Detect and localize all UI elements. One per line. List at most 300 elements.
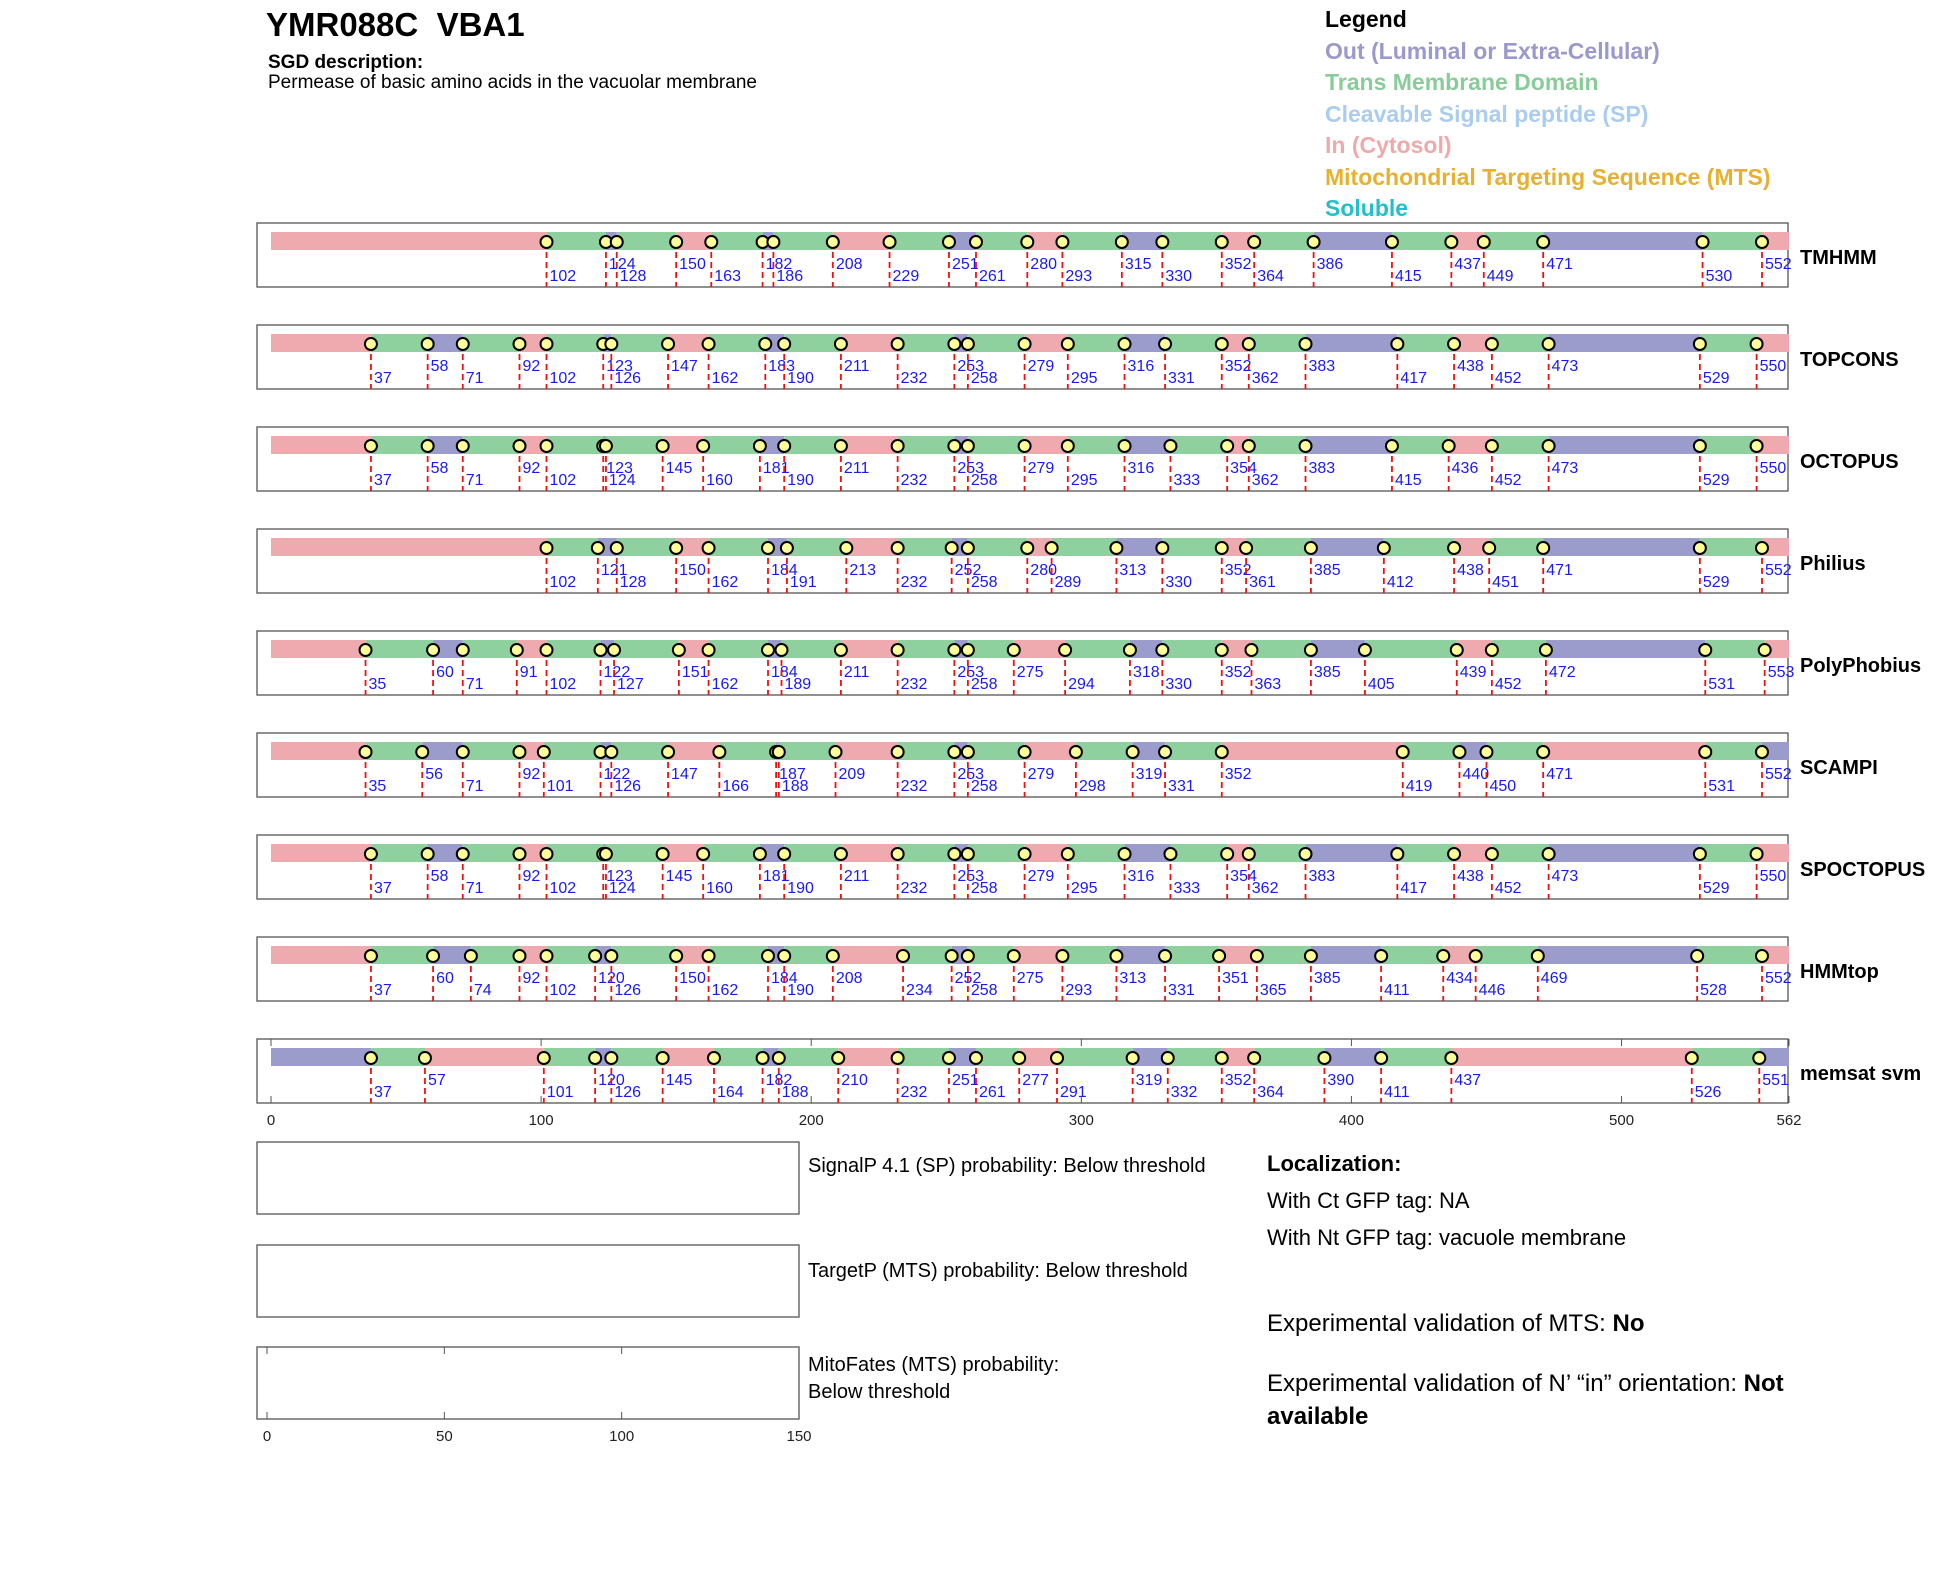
boundary-marker [835,644,847,656]
boundary-marker [1543,440,1555,452]
mts-validation [1267,1307,1847,1340]
boundary-marker [1164,440,1176,452]
boundary-marker [962,440,974,452]
boundary-marker [1248,1052,1260,1064]
boundary-label: 471 [1546,562,1573,579]
boundary-label: 181 [762,460,790,477]
boundary-marker [365,440,377,452]
legend-item-sp: Cleavable Signal peptide (SP) [1325,100,1649,127]
segment-M [614,640,679,658]
legend-item-out: Out (Luminal or Extra-Cellular) [1325,37,1660,64]
boundary-marker [1013,1052,1025,1064]
boundary-label: 293 [1065,982,1093,999]
segment-I [838,1048,897,1066]
boundary-label: 446 [1478,982,1506,999]
boundary-marker [457,848,469,860]
boundary-marker [608,644,620,656]
segment-M [968,334,1025,352]
segment-M [547,232,606,250]
boundary-marker [513,950,525,962]
boundary-label: 71 [465,880,484,897]
segment-M [709,946,768,964]
boundary-label: 330 [1165,268,1193,285]
boundary-label: 232 [900,370,928,387]
boundary-marker [1251,950,1263,962]
legend-title: Legend [1325,6,1407,32]
boundary-marker [762,644,774,656]
boundary-marker [457,644,469,656]
segment-M [606,436,663,454]
boundary-marker [767,236,779,248]
segment-M [1065,640,1130,658]
segment-M [1476,946,1538,964]
boundary-label: 419 [1405,778,1433,795]
boundary-marker [946,542,958,554]
boundary-marker [1751,440,1763,452]
boundary-marker [1756,542,1768,554]
boundary-marker [1699,746,1711,758]
boundary-label: 208 [835,256,863,273]
boundary-marker [1543,848,1555,860]
boundary-label: 71 [465,472,484,489]
segment-M [371,946,433,964]
boundary-label: 71 [465,778,484,795]
x-axis-tick-label: 500 [1609,1112,1635,1129]
boundary-label: 150 [679,256,706,273]
segment-M [617,538,676,556]
boundary-marker [1062,848,1074,860]
segment-O [1116,946,1165,964]
boundary-label: 258 [970,472,998,489]
boundary-marker [762,950,774,962]
boundary-marker [1694,440,1706,452]
boundary-label: 529 [1702,880,1730,897]
boundary-marker [1119,338,1131,350]
boundary-label: 530 [1705,268,1733,285]
segment-M [547,640,601,658]
boundary-marker [757,1052,769,1064]
boundary-marker [948,338,960,350]
boundary-marker [1159,950,1171,962]
boundary-label: 190 [787,880,814,897]
boundary-marker [1221,848,1233,860]
boundary-label: 473 [1551,868,1579,885]
track-name: OCTOPUS [1800,451,1899,473]
boundary-label: 234 [906,982,933,999]
boundary-label: 552 [1764,766,1792,783]
segment-I [271,334,371,352]
boundary-label: 412 [1386,574,1414,591]
boundary-label: 60 [436,664,454,681]
segment-O [1314,232,1392,250]
boundary-label: 124 [608,880,636,897]
segment-I [663,1048,714,1066]
boundary-marker [541,950,553,962]
boundary-label: 210 [841,1072,868,1089]
boundary-marker [1451,644,1463,656]
boundary-marker [892,542,904,554]
boundary-label: 330 [1165,676,1193,693]
boundary-marker [943,236,955,248]
boundary-marker [538,746,550,758]
boundary-marker [1694,542,1706,554]
boundary-label: 123 [606,868,633,885]
segment-M [547,946,596,964]
boundary-marker [457,440,469,452]
segment-M [1381,946,1443,964]
boundary-label: 101 [546,778,574,795]
segment-M [898,742,955,760]
segment-I [1451,1048,1691,1066]
boundary-marker [892,746,904,758]
boundary-label: 275 [1016,664,1044,681]
boundary-label: 415 [1394,268,1422,285]
segment-M [1705,742,1762,760]
boundary-label: 127 [617,676,644,693]
boundary-marker [1751,338,1763,350]
boundary-marker [962,848,974,860]
boundary-marker [948,644,960,656]
boundary-label: 147 [671,766,698,783]
boundary-label: 473 [1551,358,1579,375]
boundary-marker [970,236,982,248]
boundary-label: 279 [1027,868,1055,885]
boundary-marker [1062,338,1074,350]
boundary-marker [1216,236,1228,248]
boundary-marker [781,542,793,554]
segment-M [463,844,520,862]
boundary-label: 124 [608,472,636,489]
boundary-label: 471 [1546,766,1573,783]
boundary-marker [778,338,790,350]
segment-M [366,742,423,760]
boundary-label: 293 [1065,268,1093,285]
boundary-label: 472 [1548,664,1576,681]
boundary-label: 385 [1313,664,1341,681]
segment-M [773,232,832,250]
segment-M [898,1048,949,1066]
segment-M [1165,334,1222,352]
segment-M [1162,640,1221,658]
boundary-marker [1397,746,1409,758]
boundary-label: 526 [1694,1084,1722,1101]
segment-M [1392,232,1451,250]
segment-M [1170,844,1227,862]
boundary-label: 383 [1308,358,1336,375]
segment-M [968,844,1025,862]
boundary-label: 405 [1367,676,1395,693]
boundary-label: 163 [714,268,741,285]
boundary-marker [778,440,790,452]
x-axis-tick-label: 200 [798,1112,824,1129]
boundary-marker [662,338,674,350]
boundary-label: 438 [1457,358,1484,375]
prob-axis-tick-label: 50 [435,1428,453,1445]
boundary-label: 209 [838,766,866,783]
boundary-marker [1019,848,1031,860]
segment-M [1365,640,1457,658]
boundary-marker [670,950,682,962]
boundary-marker [1156,236,1168,248]
boundary-label: 258 [970,676,998,693]
segment-M [1165,946,1219,964]
boundary-marker [1478,236,1490,248]
boundary-marker [1156,644,1168,656]
segment-M [1052,538,1117,556]
boundary-label: 92 [522,868,541,885]
localization-title: Localization: [1267,1151,1402,1176]
boundary-marker [1305,542,1317,554]
boundary-marker [1686,1052,1698,1064]
boundary-label: 331 [1168,982,1195,999]
boundary-label: 316 [1127,358,1155,375]
boundary-marker [697,848,709,860]
boundary-marker [673,644,685,656]
segment-M [711,232,762,250]
boundary-label: 120 [598,1072,625,1089]
segment-M [1249,334,1306,352]
boundary-label: 251 [951,256,979,273]
segment-M [371,334,428,352]
boundary-label: 160 [706,880,733,897]
boundary-marker [1437,950,1449,962]
boundary-label: 415 [1394,472,1422,489]
boundary-marker [1116,236,1128,248]
boundary-marker [884,236,896,248]
segment-I [271,640,366,658]
boundary-marker [946,950,958,962]
boundary-marker [1156,542,1168,554]
boundary-label: 151 [681,664,709,681]
boundary-label: 181 [762,868,790,885]
boundary-label: 438 [1457,562,1484,579]
segment-M [898,538,952,556]
segment-I [271,844,371,862]
boundary-label: 552 [1764,970,1792,987]
boundary-marker [1216,644,1228,656]
track-topcons [257,325,1899,389]
segment-M [898,640,955,658]
segment-M [371,1048,425,1066]
boundary-label: 294 [1068,676,1095,693]
prob-axis-tick-label: 0 [262,1428,272,1445]
boundary-label: 208 [835,970,863,987]
boundary-marker [754,440,766,452]
segment-M [611,946,676,964]
boundary-marker [1448,848,1460,860]
segment-O [1306,334,1398,352]
boundary-label: 552 [1764,256,1792,273]
boundary-label: 452 [1494,676,1522,693]
boundary-label: 121 [600,562,628,579]
segment-M [1254,1048,1324,1066]
boundary-label: 280 [1030,256,1058,273]
segment-M [611,1048,662,1066]
track-name: SCAMPI [1800,757,1878,779]
boundary-marker [773,746,785,758]
boundary-marker [657,440,669,452]
boundary-marker [1056,950,1068,962]
boundary-marker [1008,644,1020,656]
boundary-marker [1756,746,1768,758]
boundary-label: 550 [1759,358,1787,375]
segment-M [1384,538,1454,556]
segment-O [1543,538,1700,556]
boundary-marker [365,848,377,860]
boundary-label: 232 [900,778,928,795]
boundary-marker [670,542,682,554]
boundary-marker [1756,950,1768,962]
segment-M [1062,946,1116,964]
boundary-label: 91 [519,664,538,681]
segment-M [779,1048,838,1066]
boundary-label: 450 [1489,778,1517,795]
boundary-marker [1532,950,1544,962]
legend-item-in: In (Cytosol) [1325,132,1452,158]
boundary-label: 35 [368,778,387,795]
boundary-label: 275 [1016,970,1044,987]
boundary-marker [365,1052,377,1064]
boundary-label: 102 [549,268,577,285]
boundary-label: 252 [954,562,982,579]
boundary-label: 531 [1708,778,1735,795]
boundary-label: 102 [549,880,577,897]
boundary-marker [703,338,715,350]
boundary-marker [541,338,553,350]
boundary-label: 102 [549,676,577,693]
segment-M [1397,844,1454,862]
segment-M [1165,742,1222,760]
segment-M [366,640,434,658]
segment-M [1492,844,1549,862]
track-spoctopus [257,835,1925,899]
track-name: PolyPhobius [1800,655,1922,677]
boundary-marker [605,950,617,962]
boundary-marker [773,1052,785,1064]
segment-M [976,232,1027,250]
boundary-label: 531 [1708,676,1735,693]
boundary-marker [840,542,852,554]
boundary-marker [892,848,904,860]
boundary-marker [897,950,909,962]
boundary-marker [1540,644,1552,656]
boundary-label: 128 [619,574,647,591]
segment-M [547,334,604,352]
boundary-label: 352 [1224,766,1252,783]
boundary-marker [605,1052,617,1064]
segment-M [611,742,668,760]
boundary-marker [713,746,725,758]
segment-O [1549,844,1700,862]
boundary-marker [657,1052,669,1064]
boundary-marker [1216,746,1228,758]
boundary-marker [708,1052,720,1064]
boundary-marker [605,746,617,758]
boundary-label: 128 [619,268,647,285]
segment-M [1251,640,1310,658]
boundary-label: 58 [430,358,449,375]
boundary-label: 58 [430,868,449,885]
boundary-marker [589,950,601,962]
boundary-label: 437 [1454,1072,1482,1089]
boundary-label: 550 [1759,460,1787,477]
boundary-label: 232 [900,574,928,591]
boundary-marker [1070,746,1082,758]
segment-I [833,946,903,964]
boundary-marker [1243,848,1255,860]
legend-item-tm: Trans Membrane Domain [1325,69,1599,95]
segment-O [1311,946,1381,964]
boundary-label: 211 [843,460,870,477]
segment-M [1700,844,1757,862]
segment-M [1700,334,1757,352]
boundary-label: 351 [1222,970,1249,987]
boundary-label: 124 [608,256,636,273]
boundary-label: 364 [1257,268,1284,285]
boundary-marker [1051,1052,1063,1064]
boundary-label: 352 [1224,1072,1252,1089]
boundary-marker [1110,950,1122,962]
segment-M [1068,334,1125,352]
boundary-label: 162 [711,676,739,693]
segment-M [784,844,841,862]
boundary-marker [1300,848,1312,860]
boundary-marker [365,338,377,350]
boundary-marker [1386,236,1398,248]
boundary-label: 318 [1132,664,1160,681]
boundary-marker [1359,644,1371,656]
boundary-label: 261 [978,1084,1006,1101]
track-name: memsat svm [1800,1063,1922,1085]
boundary-label: 550 [1759,868,1787,885]
track-name: TMHMM [1800,247,1877,269]
boundary-label: 162 [711,370,739,387]
boundary-marker [703,644,715,656]
boundary-label: 252 [954,970,982,987]
boundary-label: 253 [957,664,985,681]
boundary-marker [697,440,709,452]
boundary-marker [1019,338,1031,350]
boundary-label: 258 [970,778,998,795]
boundary-label: 352 [1224,256,1252,273]
boundary-marker [416,746,428,758]
boundary-marker [962,644,974,656]
boundary-marker [1021,542,1033,554]
boundary-marker [422,440,434,452]
boundary-label: 316 [1127,868,1155,885]
segment-M [1062,232,1121,250]
boundary-label: 439 [1459,664,1487,681]
boundary-label: 232 [900,676,928,693]
boundary-marker [1248,236,1260,248]
segment-M [1068,844,1125,862]
track-scampi [257,733,1878,797]
segment-I [841,844,898,862]
segment-M [1492,640,1546,658]
boundary-label: 258 [970,880,998,897]
boundary-marker [830,746,842,758]
boundary-marker [457,338,469,350]
boundary-label: 258 [970,370,998,387]
boundary-marker [1537,542,1549,554]
track-polyphobius [257,631,1921,695]
boundary-label: 280 [1030,562,1058,579]
boundary-marker [948,440,960,452]
boundary-marker [513,338,525,350]
signalp-plot [257,1142,799,1214]
boundary-label: 162 [711,574,739,591]
boundary-label: 120 [598,970,625,987]
